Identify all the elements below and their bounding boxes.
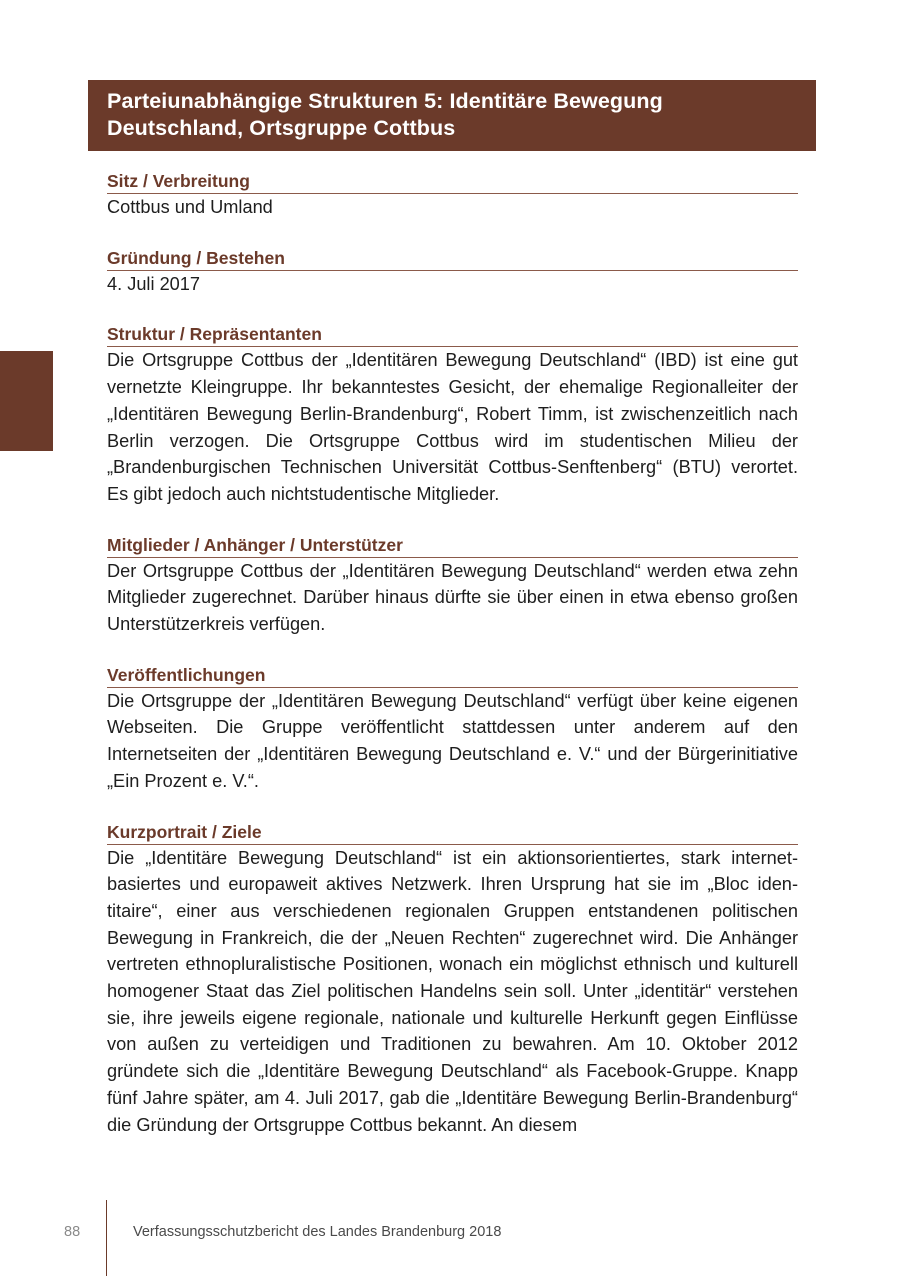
chapter-title-box: [88, 80, 816, 151]
section-heading: Kurzportrait / Ziele: [107, 821, 798, 845]
page-number: 88: [64, 1224, 81, 1240]
section-gruendung: [107, 247, 798, 298]
footer-divider: [106, 1200, 107, 1276]
section-mitglieder: [107, 534, 798, 638]
section-text: Die „Identitäre Bewegung Deutschland“ ist ein aktionsorientiertes, stark internetbasiertes und europaweit aktives Netzwerk. Ihren Ursprung hat sie im „Bloc identitaire“, einer aus verschiedenen regionalen Gruppen entstandenen politischen Bewegung in Frankreich, die der „Neuen Rechten“ zugerechnet wird. Die Anhänger vertreten ethnopluralistische Positionen, wonach ein möglichst ethnisch und kulturell homogener Staat das Ziel politischen Handelns sein soll. Unter „identitär“ verstehen sie, ihre jeweils eigene regionale, nationale und kulturelle Herkunft gegen Einflüsse von außen zu verteidigen und Traditionen zu bewahren. Am 10. Oktober 2012 gründete sich die „Identitäre Bewegung Deutschland“ als Facebook-Gruppe. Knapp fünf Jahre später, am 4. Juli 2017, gab die „Identitäre Bewegung Berlin-Brandenburg“ die Gründung der Ortsgruppe Cottbus bekannt. An diesem: [107, 847, 798, 1135]
section-veroeffentlichungen: [107, 664, 798, 795]
section-text: Cottbus und Umland: [107, 197, 273, 217]
footer-publication-title: Verfassungsschutzbericht des Landes Brandenburg 2018: [133, 1224, 502, 1240]
section-heading: Mitglieder / Anhänger / Unterstützer: [107, 534, 798, 558]
section-text: 4. Juli 2017: [107, 273, 201, 294]
section-heading: Veröffentlichungen: [107, 664, 798, 688]
section-text: Die Ortsgruppe Cottbus der „Identitären Bewegung Deutschland“ (IBD) ist eine gut vernetzte Kleingruppe. Ihr bekanntestes Gesicht, der ehemalige Regionalleiter der „Identitären Bewegung Berlin-Brandenburg“, Robert Timm, ist zwischenzeitlich nach Berlin verzogen. Die Ortsgruppe Cottbus wird im studentischen Milieu der „Brandenburgischen Technischen Universität Cottbus-Senftenberg“ (BTU) verortet. Es gibt jedoch auch nichtstudentische Mitglieder.: [107, 350, 798, 504]
section-text: Der Ortsgruppe Cottbus der „Identitären Bewegung Deutschland“ werden etwa zehn Mitglieder zugerechnet. Darüber hinaus dürfte sie über einen in etwa ebenso großen Unterstützerkreis verfügen.: [107, 560, 798, 635]
section-sitz: [107, 170, 798, 221]
section-heading: Gründung / Bestehen: [107, 247, 798, 271]
section-heading: Sitz / Verbreitung: [107, 170, 798, 194]
section-struktur: [107, 323, 798, 507]
chapter-title: Parteiunabhängige Strukturen 5: Identitäre Bewegung Deutschland, Ortsgruppe Cottbus: [107, 89, 663, 140]
section-text: Die Ortsgruppe der „Identitären Bewegung Deutschland“ verfügt über keine eigenen Webseiten. Die Gruppe veröffentlicht stattdessen unter anderem auf den Internetseiten der „Identitären Bewegung Deutschland e. V.“ und der Bürgerinitiative „Ein Prozent e. V.“.: [107, 690, 798, 791]
document-body: [107, 170, 798, 1164]
chapter-side-tab: [0, 351, 53, 451]
section-kurzportrait: [107, 821, 798, 1139]
section-heading: Struktur / Repräsentanten: [107, 323, 798, 347]
